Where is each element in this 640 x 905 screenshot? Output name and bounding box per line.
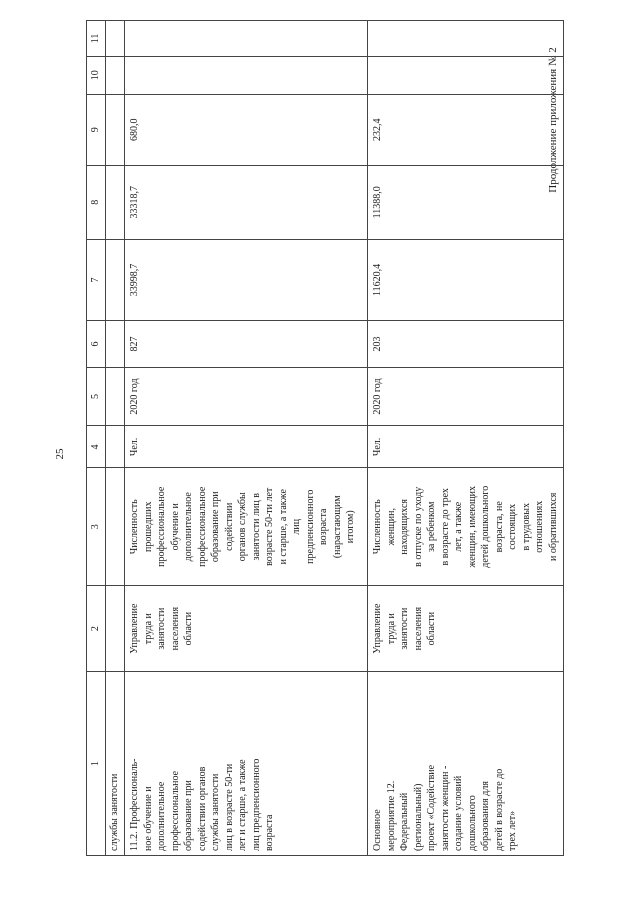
section-label: службы занятости bbox=[106, 672, 125, 856]
section-empty-cell bbox=[106, 21, 125, 57]
section-empty-cell bbox=[106, 239, 125, 321]
column-number-6: 6 bbox=[87, 321, 106, 367]
section-empty-cell bbox=[106, 367, 125, 426]
column-number-5: 5 bbox=[87, 367, 106, 426]
indicator-cell: Численность прошедших профессиональное обучение и дополнительное профессиональное образование при содействии органов службы занятости лиц в возрасте 50-ти лет и старше, а также лиц предпенсионного возраста (нарастающим итогом) bbox=[125, 468, 368, 586]
amount-cell: 680,0 bbox=[125, 94, 368, 165]
section-empty-cell bbox=[106, 586, 125, 672]
continuation-label: Продолжение приложения № 2 bbox=[547, 47, 559, 193]
section-row bbox=[106, 21, 125, 856]
table-row bbox=[368, 21, 564, 856]
column-number-7: 7 bbox=[87, 239, 106, 321]
activity-cell: Основное мероприятие 12. Федеральный (региональный) проект «Содействие занятости женщин - создание условий дошкольного образования для детей в возрасте до трех лет» bbox=[368, 672, 564, 856]
column-number-4: 4 bbox=[87, 426, 106, 468]
amount-cell: 232,4 bbox=[368, 94, 564, 165]
period-cell: 2020 год bbox=[368, 367, 564, 426]
value-cell: 203 bbox=[368, 321, 564, 367]
value-cell: 827 bbox=[125, 321, 368, 367]
page-number: 25 bbox=[54, 448, 66, 460]
amount-cell: 33998,7 bbox=[125, 239, 368, 321]
unit-cell: Чел. bbox=[125, 426, 368, 468]
activity-cell: 11.2. Профессиональ- ное обучение и дополнительное профессиональное образование при содействии органов службы занятости лиц в возрасте 50-ти лет и старше, а также лиц предпенсионного возраста bbox=[125, 672, 368, 856]
column-number-1: 1 bbox=[87, 672, 106, 856]
section-empty-cell bbox=[106, 56, 125, 94]
responsible-cell: Управление труда и занятости населения области bbox=[368, 586, 564, 672]
unit-cell: Чел. bbox=[368, 426, 564, 468]
report-table bbox=[86, 20, 564, 856]
section-empty-cell bbox=[106, 94, 125, 165]
rotated-table-container bbox=[86, 20, 640, 851]
period-cell: 2020 год bbox=[125, 367, 368, 426]
column-number-11: 11 bbox=[87, 21, 106, 57]
amount-cell bbox=[368, 21, 564, 57]
amount-cell: 33318,7 bbox=[125, 166, 368, 240]
column-number-9: 9 bbox=[87, 94, 106, 165]
section-empty-cell bbox=[106, 321, 125, 367]
column-number-8: 8 bbox=[87, 166, 106, 240]
section-empty-cell bbox=[106, 166, 125, 240]
amount-cell bbox=[368, 56, 564, 94]
amount-cell bbox=[125, 21, 368, 57]
section-empty-cell bbox=[106, 468, 125, 586]
header-row bbox=[87, 21, 106, 856]
amount-cell bbox=[125, 56, 368, 94]
table-row bbox=[125, 21, 368, 856]
section-empty-cell bbox=[106, 426, 125, 468]
amount-cell: 11620,4 bbox=[368, 239, 564, 321]
amount-cell: 11388,0 bbox=[368, 166, 564, 240]
responsible-cell: Управление труда и занятости населения области bbox=[125, 586, 368, 672]
column-number-10: 10 bbox=[87, 56, 106, 94]
indicator-cell: Численность женщин, находящихся в отпуске по уходу за ребенком в возрасте до трех лет, а также женщин, имеющих детей дошкольного возраста, не состоящих в трудовых отношениях и обратившихся bbox=[368, 468, 564, 586]
column-number-2: 2 bbox=[87, 586, 106, 672]
column-number-3: 3 bbox=[87, 468, 106, 586]
